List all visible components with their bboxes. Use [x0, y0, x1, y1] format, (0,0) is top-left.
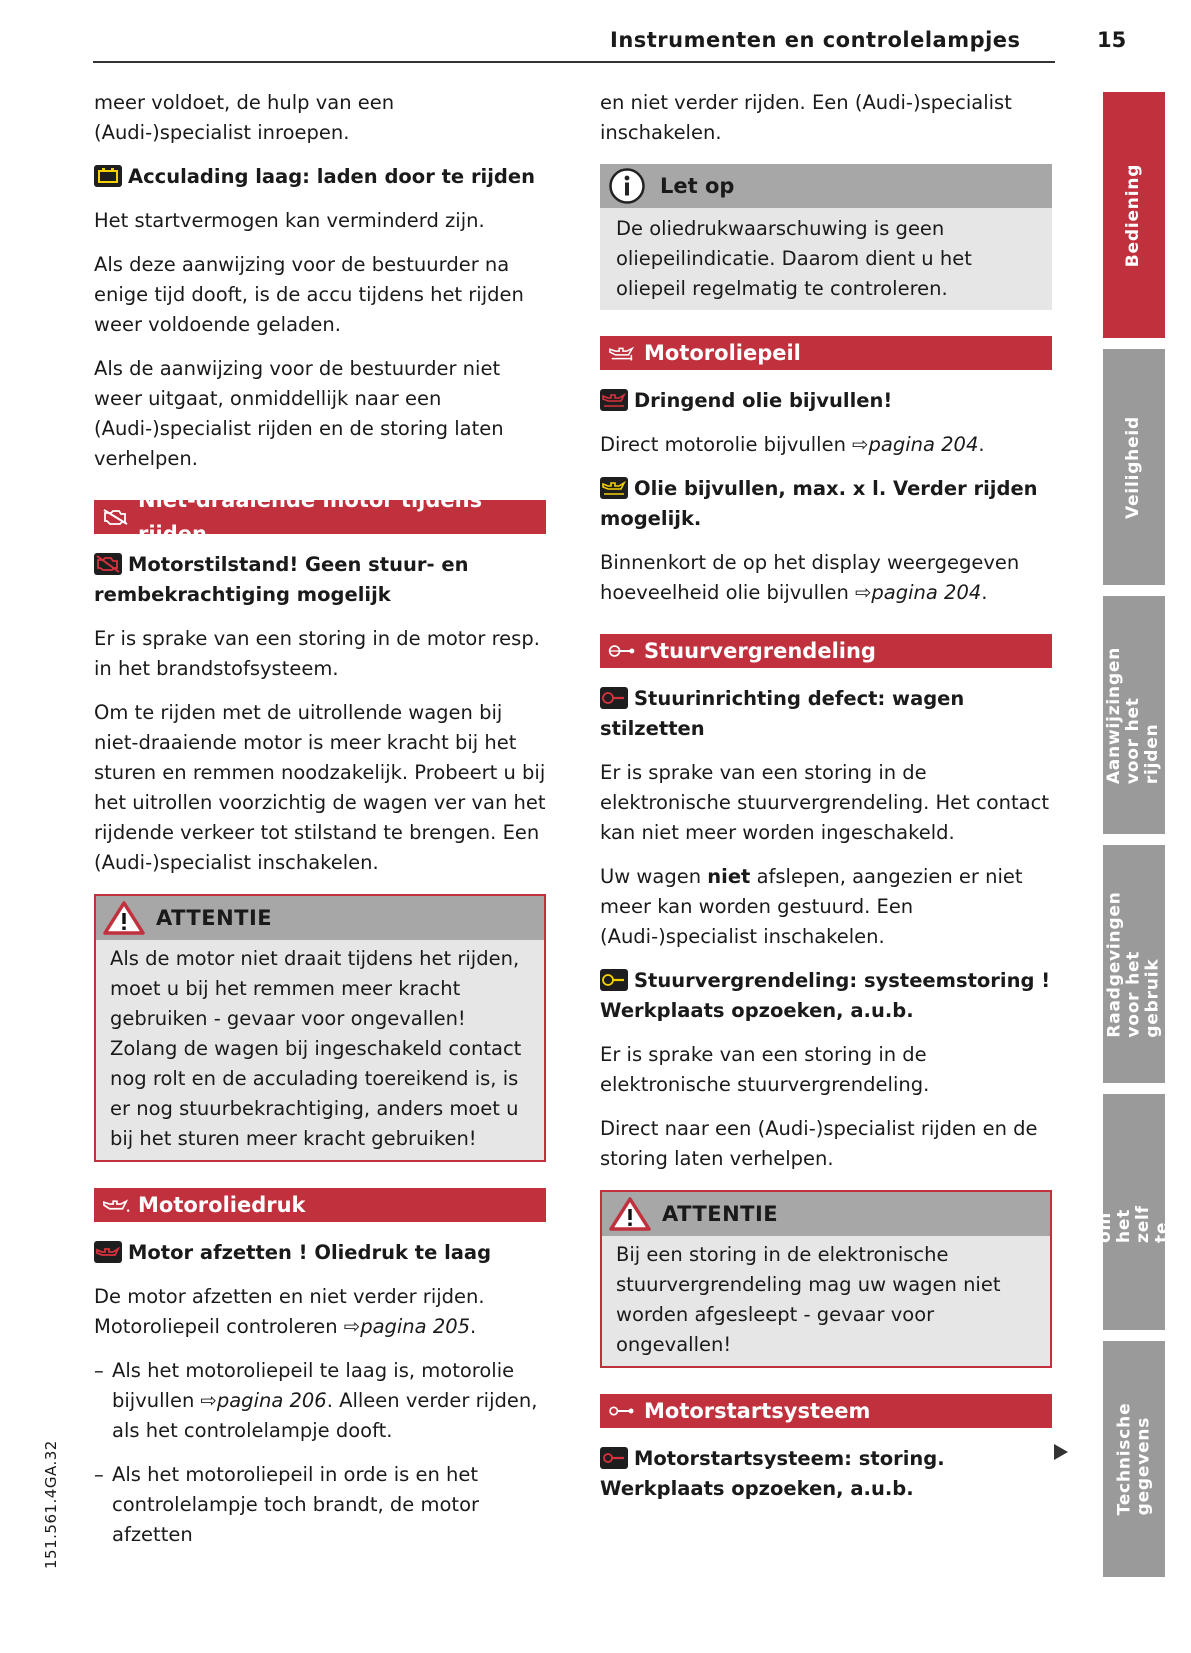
steering-system-heading-text: Stuurvergrendeling: systeemstoring ! Werkplaats opzoeken, a.u.b. — [600, 969, 1051, 1022]
document-code-text: 151.561.4GA.32 — [42, 1440, 60, 1569]
list-dash: – — [94, 1359, 104, 1382]
steering-p3: Er is sprake van een storing in de elektronische stuurvergrendeling. — [600, 1043, 930, 1096]
warning-text: Bij een storing in de elektronische stuurvergrendeling mag uw wagen niet worden afgesleept - gevaar voor ongevallen! — [616, 1243, 1001, 1356]
left-column — [94, 88, 546, 1564]
sidebar-tab-raadgevingen[interactable] — [1103, 845, 1165, 1083]
oil-level-p2: Binnenkort de op het display weergegeven hoeveelheid olie bijvullen ⇨pagina 204. — [600, 551, 1020, 604]
section-title: Motoroliepeil — [644, 341, 801, 365]
engine-stopped-heading — [94, 550, 546, 610]
page-reference-link[interactable]: pagina 206 — [216, 1389, 327, 1412]
oil-level-icon — [608, 344, 636, 362]
sidebar-tab-veiligheid[interactable] — [1103, 349, 1165, 585]
oil-level-heading-urgent-text: Dringend olie bijvullen! — [634, 389, 893, 412]
list-item-text: Als het motoroliepeil in orde is en het controlelampje toch brandt, de motor afzetten — [112, 1463, 480, 1546]
oil-level-p1: Direct motorolie bijvullen ⇨pagina 204. — [600, 433, 985, 456]
oil-pressure-heading-text: Motor afzetten ! Oliedruk te laag — [128, 1241, 492, 1264]
sidebar-tab-label: Technische gegevens — [1114, 1402, 1153, 1516]
sidebar-tab-bediening[interactable] — [1103, 92, 1165, 338]
page-reference-link[interactable]: pagina 204 — [868, 433, 979, 456]
sidebar-tab-label: Veiligheid — [1123, 415, 1144, 519]
oil-level-red-lamp-icon — [600, 389, 628, 411]
list-dash: – — [94, 1463, 104, 1486]
warning-header — [96, 896, 544, 940]
sidebar-tab-label: Raadgevingen voor het gebruik — [1104, 890, 1163, 1038]
engine-stopped-lamp-icon — [94, 553, 122, 575]
warning-label: ATTENTIE — [662, 1202, 779, 1226]
page-reference-link[interactable]: pagina 204 — [871, 581, 982, 604]
intro-text: en niet verder rijden. Een (Audi-)specialist inschakelen. — [600, 91, 1012, 144]
engine-stopped-icon — [102, 508, 130, 526]
steering-defect-heading — [600, 684, 1052, 744]
oil-level-heading-urgent — [600, 386, 1052, 416]
right-column — [600, 88, 1052, 1518]
oil-pressure-heading — [94, 1238, 546, 1268]
engine-start-key-icon — [608, 1402, 636, 1420]
accu-heading-text: Acculading laag: laden door te rijden — [128, 165, 535, 188]
sidebar-tab-label: Aanwijzingen voor het rijden — [1104, 646, 1163, 784]
oil-level-heading-refill — [600, 474, 1052, 534]
steering-p1: Er is sprake van een storing in de elektronische stuurvergrendeling. Het contact kan niet meer worden ingeschakeld. — [600, 761, 1049, 844]
oil-pressure-p1: De motor afzetten en niet verder rijden. Motoroliepeil controleren ⇨pagina 205. — [94, 1285, 485, 1338]
note-box — [600, 164, 1052, 310]
steering-system-heading — [600, 966, 1052, 1026]
warning-triangle-icon — [608, 1196, 652, 1232]
list-item-text-b: . Alleen verder rijden, als het controlelampje dooft. — [112, 1389, 538, 1442]
sidebar-tab-label: Bediening — [1123, 163, 1144, 267]
info-icon — [608, 167, 646, 205]
sidebar-tab-label: Tips om het zelf te doen — [1076, 1192, 1191, 1243]
accu-p3: Als de aanwijzing voor de bestuurder niet weer uitgaat, onmiddellijk naar een (Audi-)specialist rijden en de storing laten verhelpen. — [94, 357, 504, 470]
engine-start-lamp-icon — [600, 1447, 628, 1469]
section-bar-engine-stopped — [94, 488, 546, 546]
warning-text: Als de motor niet draait tijdens het rijden, moet u bij het remmen meer kracht gebruiken - gevaar voor ongevallen! Zolang de wagen bij ingeschakeld contact nog rolt en de acculading toereikend is, is er nog stuurbekrachtiging, anders moet u bij het sturen meer kracht gebruiken! — [110, 947, 522, 1150]
section-bar-engine-start — [600, 1394, 1052, 1428]
engine-stopped-p2: Om te rijden met de uitrollende wagen bij niet-draaiende motor is meer kracht bij het sturen en remmen noodzakelijk. Probeert u bij het uitrollen voorzichtig de wagen ver van het rijdende verkeer tot stilstand te brengen. Een (Audi-)specialist inschakelen. — [94, 701, 546, 874]
engine-start-heading — [600, 1444, 1052, 1504]
intro-text: meer voldoet, de hulp van een (Audi-)specialist inroepen. — [94, 91, 395, 144]
warning-label: ATTENTIE — [156, 906, 273, 930]
steering-p2-b: afslepen, aangezien er niet meer kan worden gestuurd. Een (Audi-)specialist inschakelen. — [600, 865, 1023, 948]
oil-level-p1-text: Direct motorolie bijvullen — [600, 433, 846, 456]
battery-icon — [94, 165, 122, 187]
oil-level-yellow-lamp-icon — [600, 477, 628, 499]
oil-level-p2-text: Binnenkort de op het display weergegeven hoeveelheid olie bijvullen — [600, 551, 1020, 604]
section-title: Motoroliedruk — [138, 1193, 306, 1217]
page-number: 15 — [1097, 28, 1127, 52]
engine-stopped-heading-text: Motorstilstand! Geen stuur- en rembekrachtiging mogelijk — [94, 553, 469, 606]
header-rule — [93, 61, 1055, 63]
steering-yellow-lamp-icon — [600, 969, 628, 991]
accu-p2: Als deze aanwijzing voor de bestuurder na enige tijd dooft, is de accu tijdens het rijden weer voldoende geladen. — [94, 253, 524, 336]
warning-box-right — [600, 1190, 1052, 1368]
list-item-text-a: Als het motoroliepeil te laag is, motorolie bijvullen — [112, 1359, 515, 1412]
warning-box-left — [94, 894, 546, 1162]
section-title: Niet-draaiende motor tijdens rijden — [138, 488, 483, 546]
engine-start-heading-text: Motorstartsysteem: storing. Werkplaats opzoeken, a.u.b. — [600, 1447, 945, 1500]
document-code — [36, 1440, 66, 1570]
warning-triangle-icon — [102, 900, 146, 936]
warning-header — [602, 1192, 1050, 1236]
list-item — [94, 1460, 546, 1550]
accu-heading — [94, 162, 546, 192]
list-item-text — [112, 1356, 546, 1446]
section-title: Stuurvergrendeling — [644, 639, 876, 663]
sidebar-tab-aanwijzingen[interactable] — [1103, 596, 1165, 834]
note-label: Let op — [660, 174, 735, 198]
oil-level-heading-refill-text: Olie bijvullen, max. x l. Verder rijden mogelijk. — [600, 477, 1038, 530]
steering-p2-bold: niet — [707, 865, 751, 888]
section-bar-oil-level — [600, 336, 1052, 370]
oil-can-icon — [102, 1196, 130, 1214]
section-bar-oil-pressure — [94, 1188, 546, 1222]
steering-red-lamp-icon — [600, 687, 628, 709]
section-bar-steering-lock — [600, 634, 1052, 668]
sidebar-tab-technische-gegevens[interactable] — [1103, 1341, 1165, 1577]
page-header-title: Instrumenten en controlelampjes — [610, 28, 1021, 52]
section-title: Motorstartsysteem — [644, 1399, 871, 1423]
steering-p2 — [600, 862, 1052, 952]
reference-arrow-icon: ⇨ — [852, 433, 869, 456]
reference-arrow-icon: ⇨ — [200, 1389, 217, 1412]
steering-defect-heading-text: Stuurinrichting defect: wagen stilzetten — [600, 687, 965, 740]
sidebar-tab-tips[interactable] — [1076, 1094, 1191, 1330]
page-reference-link[interactable]: pagina 205 — [360, 1315, 471, 1338]
oil-pressure-lamp-icon — [94, 1241, 122, 1263]
oil-pressure-p1-text: De motor afzetten en niet verder rijden. Motoroliepeil controleren — [94, 1285, 485, 1338]
next-page-arrow-icon — [1054, 1444, 1068, 1460]
note-text: De oliedrukwaarschuwing is geen oliepeilindicatie. Daarom dient u het oliepeil regelmatig te controleren. — [616, 217, 972, 300]
reference-arrow-icon: ⇨ — [343, 1315, 361, 1338]
list-item — [94, 1356, 546, 1446]
steering-p2-a: Uw wagen — [600, 865, 708, 888]
steering-lock-icon — [608, 642, 636, 660]
reference-arrow-icon: ⇨ — [855, 581, 872, 604]
engine-stopped-p1: Er is sprake van een storing in de motor resp. in het brandstofsysteem. — [94, 627, 540, 680]
note-header — [600, 164, 1052, 208]
accu-p1: Het startvermogen kan verminderd zijn. — [94, 209, 485, 232]
steering-p4: Direct naar een (Audi-)specialist rijden en de storing laten verhelpen. — [600, 1117, 1038, 1170]
